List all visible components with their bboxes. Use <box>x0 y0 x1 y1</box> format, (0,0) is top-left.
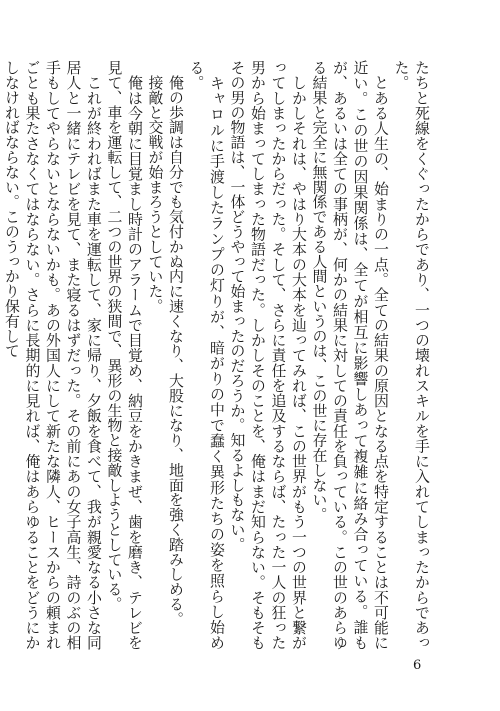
body-text <box>3 60 432 650</box>
page-number: 6 <box>413 658 422 673</box>
paragraph: とある人生の、始まりの一点。全ての結果の原因となる点を特定することは不可能に近い。この世の因果関係は、全てが相互に影響しあって複雑に絡み合っている。誰もが、あるいは全ての事柄が、何かの結果に対しての責任を負っている。この世のあらゆる結果と完全に無関係である人間というのは、この世に存在しない。 <box>310 60 390 650</box>
paragraph: 接敵と交戦が始まろうとしていた。 <box>146 60 165 314</box>
paragraph: 俺は今朝に目覚まし時計のアラームで目覚め、納豆をかきまぜ、歯を磨き、テレビを見て、車を運転して、二つの世界の狭間で、異形の生物と接敵しようとしている。 <box>105 60 144 650</box>
paragraph: キャロルに手渡したランプの灯りが、暗がりの中で蠢く異形たちの姿を照らし始める。 <box>187 60 226 650</box>
paragraph: しかしそれは、やはり大本の大本を辿ってみれば、この世界がもう一つの世界と繋がってしまったからだった。そして、さらに責任を追及するならば、たった一人の狂った男から始まってしまった物語だった。しかしそのことを、俺はまだ知らない。そもそもその男の物語は、一体どうやって始まったのだろうか。知るよしもない。 <box>228 60 308 650</box>
paragraph: たちと死線をくぐったからであり、一つの壊れスキルを手に入れてしまったからであった。 <box>392 60 431 650</box>
paragraph: これが終わればまた車を運転して、家に帰り、夕飯を食べて、我が親愛なる小さな同居人と一緒にテレビを見て、また寝るはずだった。その前にあの女子高生、詩のぶの相手もしてやらないとならないかも。あの外国人にして新たな隣人、ヒースからの頼まれごとも果たさなくてはならない。さらに長期的に見れば、俺はあらゆることをどうにかしなければならない。このうっかり保有して <box>3 60 103 650</box>
paragraph: 俺の歩調は自分でも気付かぬ内に速くなり、大股になり、地面を強く踏みしめる。 <box>167 60 185 627</box>
